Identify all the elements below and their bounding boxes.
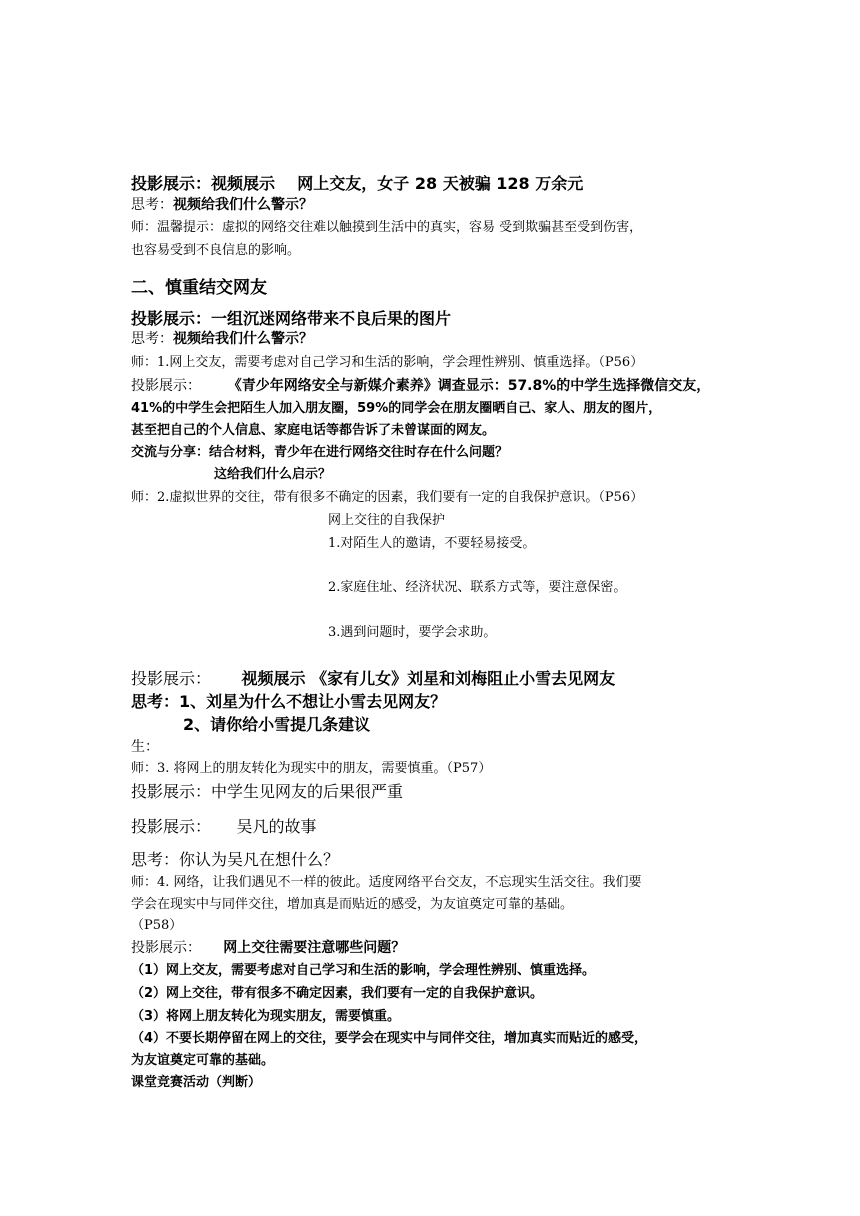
selfprotect-item: 1.对陌生人的邀请，不要轻易接受。 bbox=[328, 536, 536, 551]
section-heading: 二、慎重结交网友 bbox=[131, 278, 267, 298]
think-line: 2、请你给小雪提几条建议 bbox=[183, 715, 371, 734]
exchange-line: 交流与分享：结合材料，青少年在进行网络交往时存在什么问题？ bbox=[131, 445, 509, 460]
summary-item: （3）将网上朋友转化为现实朋友，需要慎重。 bbox=[131, 1009, 401, 1024]
activity-line: 课堂竞赛活动（判断） bbox=[131, 1075, 262, 1090]
teacher-line: 师：4. 网络，让我们遇见不一样的彼此。适度网络平台交友，不忘现实生活交往。我们要 bbox=[131, 875, 642, 890]
think-line: 思考：1、刘星为什么不想让小雪去见网友？ bbox=[131, 692, 447, 711]
think-line: 思考：你认为吴凡在想什么？ bbox=[131, 850, 340, 869]
summary-item: （4）不要长期停留在网上的交往，要学会在现实中与同伴交往，增加真实而贴近的感受， bbox=[131, 1031, 648, 1046]
teacher-line: 师：3. 将网上的朋友转化为现实中的朋友，需要慎重。（P57） bbox=[131, 761, 492, 776]
selfprotect-item: 2.家庭住址、经济状况、联系方式等，要注意保密。 bbox=[328, 580, 627, 595]
teacher-line: 学会在现实中与同伴交往，增加真是而贴近的感受，为友谊奠定可靠的基础。 bbox=[131, 897, 574, 912]
summary-item: 为友谊奠定可靠的基础。 bbox=[131, 1053, 275, 1068]
think-line: 思考：视频给我们什么警示？ bbox=[131, 197, 313, 213]
teacher-line: 师：2.虚拟世界的交往，带有很多不确定的因素，我们要有一定的自我保护意识。（P56） bbox=[131, 490, 644, 505]
projection-line: 投影展示：视频展示 网上交友，女子 28 天被骗 128 万余元 bbox=[131, 174, 584, 193]
projection-line: 投影展示： 《青少年网络安全与新媒介素养》调查显示：57.8%的中学生选择微信交友， bbox=[131, 378, 711, 394]
projection-line: 投影展示：一组沉迷网络带来不良后果的图片 bbox=[131, 309, 452, 328]
teacher-line: 也容易受到不良信息的影响。 bbox=[131, 243, 301, 258]
teacher-line: 师：1.网上交友，需要考虑对自己学习和生活的影响，学会理性辨别、慎重选择。（P56） bbox=[131, 355, 644, 370]
projection-line: 投影展示： 视频展示 《家有儿女》刘星和刘梅阻止小雪去见网友 bbox=[131, 669, 616, 688]
summary-item: （1）网上交友，需要考虑对自己学习和生活的影响，学会理性辨别、慎重选择。 bbox=[131, 963, 596, 978]
selfprotect-item: 3.遇到问题时，要学会求助。 bbox=[328, 625, 497, 640]
projection-line: 投影展示： 吴凡的故事 bbox=[131, 817, 317, 836]
teacher-line: （P58） bbox=[131, 918, 183, 933]
summary-item: （2）网上交往，带有很多不确定因素，我们要有一定的自我保护意识。 bbox=[131, 986, 544, 1001]
survey-line: 甚至把自己的个人信息、家庭电话等都告诉了未曾谋面的网友。 bbox=[131, 423, 496, 438]
survey-line: 41%的中学生会把陌生人加入朋友圈，59%的同学会在朋友圈晒自己、家人、朋友的图片， bbox=[131, 401, 662, 416]
projection-line: 投影展示：中学生见网友的后果很严重 bbox=[131, 782, 404, 801]
selfprotect-title: 网上交往的自我保护 bbox=[328, 513, 446, 528]
teacher-line: 师：温馨提示：虚拟的网络交往难以触摸到生活中的真实，容易 受到欺骗甚至受到伤害， bbox=[131, 220, 643, 235]
projection-line: 投影展示： 网上交往需要注意哪些问题？ bbox=[131, 940, 406, 956]
think-line: 思考：视频给我们什么警示？ bbox=[131, 331, 313, 347]
exchange-line: 这给我们什么启示？ bbox=[214, 467, 332, 482]
student-line: 生： bbox=[131, 739, 159, 755]
